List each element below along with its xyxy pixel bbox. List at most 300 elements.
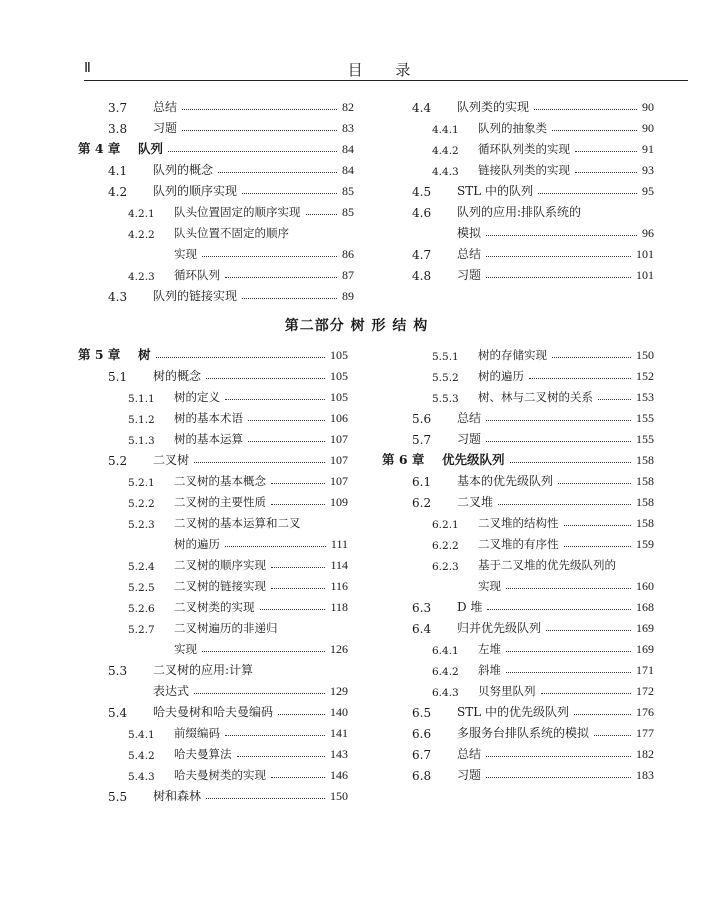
toc-entry[interactable]: [382, 468, 654, 489]
toc-entry-title: 二叉堆: [457, 495, 494, 509]
toc-entry-number: 4.2: [108, 185, 128, 199]
page-title: 目 录: [347, 61, 425, 79]
toc-entry-title: 模拟: [457, 226, 482, 240]
toc-entry-title: 哈夫曼树类的实现: [174, 768, 266, 782]
toc-entry-page: 141: [330, 726, 348, 740]
dot-leader: [575, 171, 637, 173]
toc-entry[interactable]: [382, 720, 654, 741]
dot-leader: [225, 398, 325, 400]
dot-leader: [575, 150, 637, 152]
toc-entry[interactable]: [78, 405, 348, 426]
toc-entry[interactable]: [78, 283, 354, 304]
toc-entry[interactable]: [78, 199, 354, 220]
toc-entry[interactable]: [78, 220, 354, 241]
dot-leader: [598, 398, 631, 400]
dot-leader: [498, 503, 631, 505]
toc-entry[interactable]: [382, 115, 654, 136]
dot-leader: [538, 192, 637, 194]
toc-entry-page: 168: [636, 600, 654, 614]
toc-entry[interactable]: [382, 573, 654, 594]
dot-leader: [486, 255, 631, 257]
dot-leader: [564, 545, 632, 547]
dot-leader: [194, 692, 325, 694]
toc-entry[interactable]: [382, 342, 654, 363]
dot-leader: [271, 482, 325, 484]
dot-leader: [248, 419, 325, 421]
toc-entry-number: 第 6 章: [382, 452, 425, 467]
toc-entry-page: 109: [330, 495, 348, 509]
toc-entry[interactable]: [78, 636, 348, 657]
toc-entry[interactable]: [382, 363, 654, 384]
dot-leader: [552, 129, 637, 131]
toc-entry-number: 5.2.1: [128, 477, 155, 489]
toc-entry-number: 5.4.1: [128, 729, 155, 741]
toc-entry-number: 6.5: [412, 706, 432, 720]
toc-entry[interactable]: [382, 199, 654, 220]
toc-entry[interactable]: [382, 262, 654, 283]
toc-entry-number: 5.1.1: [128, 393, 155, 405]
toc-entry-title: 优先级队列: [442, 452, 505, 467]
toc-entry[interactable]: [78, 241, 354, 262]
dot-leader: [534, 108, 637, 110]
toc-entry[interactable]: [78, 94, 354, 115]
toc-entry-number: 6.4: [412, 622, 432, 636]
dot-leader: [486, 276, 631, 278]
dot-leader: [486, 440, 631, 442]
toc-entry-number: 5.5.2: [432, 372, 459, 384]
toc-entry-number: 5.1: [108, 370, 128, 384]
toc-entry[interactable]: [78, 657, 348, 678]
toc-entry-number: 6.2.2: [432, 540, 459, 552]
toc-entry-number: 5.2.5: [128, 582, 155, 594]
toc-entry-title: 二叉树的顺序实现: [174, 558, 266, 572]
toc-entry-title: 哈夫曼树和哈夫曼编码: [153, 705, 274, 719]
toc-entry-title: 二叉树: [153, 453, 190, 467]
toc-entry-title: 队列: [138, 141, 164, 156]
toc-entry-title: 斜堆: [478, 663, 501, 677]
dot-leader: [242, 192, 337, 194]
toc-entry-page: 158: [636, 474, 654, 488]
toc-entry-number: 5.2.2: [128, 498, 155, 510]
toc-entry-page: 172: [636, 684, 654, 698]
dot-leader: [271, 776, 325, 778]
toc-entry-title: 习题: [153, 121, 178, 135]
toc-entry-page: 169: [636, 621, 654, 635]
dot-leader: [506, 587, 631, 589]
dot-leader: [278, 713, 325, 715]
toc-entry-title: 二叉堆的有序性: [478, 537, 559, 551]
dot-leader: [506, 671, 631, 673]
toc-entry[interactable]: [78, 594, 348, 615]
dot-leader: [206, 797, 325, 799]
dot-leader: [594, 734, 631, 736]
toc-entry-page: 176: [636, 705, 654, 719]
toc-entry[interactable]: [78, 510, 348, 531]
toc-entry-number: 4.2.1: [128, 208, 155, 220]
dot-leader: [546, 629, 631, 631]
toc-entry-number: 6.6: [412, 727, 432, 741]
dot-leader: [260, 608, 326, 610]
toc-entry[interactable]: [382, 762, 654, 783]
toc-entry-title: 基本的优先级队列: [457, 474, 554, 488]
toc-entry[interactable]: [382, 741, 654, 762]
toc-entry-title: 树: [138, 347, 151, 362]
toc-entry-number: 4.4.2: [432, 145, 459, 157]
toc-entry[interactable]: [382, 241, 654, 262]
toc-entry-title: 队头位置固定的顺序实现: [174, 205, 301, 219]
toc-entry[interactable]: [78, 447, 348, 468]
toc-entry-title: 习题: [457, 268, 482, 282]
toc-entry-title: 队列的抽象类: [478, 121, 547, 135]
toc-entry-page: 143: [330, 747, 348, 761]
toc-entry-number: 5.1.2: [128, 414, 155, 426]
toc-entry-page: 85: [342, 205, 354, 219]
dot-leader: [271, 587, 325, 589]
toc-entry-number: 4.4.1: [432, 124, 459, 136]
toc-entry-page: 160: [636, 579, 654, 593]
toc-entry-number: 4.6: [412, 206, 432, 220]
toc-entry-title: 队头位置不固定的顺序: [174, 226, 289, 240]
toc-entry[interactable]: [382, 636, 654, 657]
toc-column-top-left: [78, 94, 354, 304]
toc-entry-number: 4.5: [412, 185, 432, 199]
toc-entry-title: 实现: [174, 642, 197, 656]
toc-entry-page: 169: [636, 642, 654, 656]
toc-entry-title: 贝努里队列: [478, 684, 536, 698]
toc-entry[interactable]: [78, 699, 348, 720]
toc-entry[interactable]: [382, 405, 654, 426]
toc-entry-title: 二叉树的基本概念: [174, 474, 266, 488]
toc-entry[interactable]: [78, 573, 348, 594]
toc-entry-number: 5.4.3: [128, 771, 155, 783]
toc-entry-page: 90: [642, 121, 654, 135]
toc-entry-page: 93: [642, 163, 654, 177]
toc-entry[interactable]: [382, 615, 654, 636]
toc-entry[interactable]: [382, 531, 654, 552]
toc-entry-title: 二叉树的主要性质: [174, 495, 266, 509]
page-header: [84, 58, 688, 81]
toc-entry-number: 第 4 章: [78, 141, 121, 156]
toc-entry[interactable]: [78, 426, 348, 447]
toc-entry-number: 6.1: [412, 475, 432, 489]
dot-leader: [541, 692, 632, 694]
toc-entry-title: 左堆: [478, 642, 501, 656]
toc-entry-number: 5.5.1: [432, 351, 459, 363]
toc-entry-page: 155: [636, 432, 654, 446]
toc-entry-page: 105: [330, 369, 348, 383]
toc-entry-number: 6.4.2: [432, 666, 459, 678]
toc-entry-title: 树的存储实现: [478, 348, 547, 362]
toc-entry-title: 总结: [457, 247, 482, 261]
toc-entry-title: 习题: [457, 768, 482, 782]
dot-leader: [237, 755, 326, 757]
dot-leader: [486, 776, 631, 778]
toc-entry-number: 3.7: [108, 101, 128, 115]
toc-entry-title: 循环队列: [174, 268, 220, 282]
toc-entry-page: 116: [330, 579, 348, 593]
toc-entry-page: 158: [636, 516, 654, 530]
dot-leader: [529, 377, 631, 379]
toc-entry-page: 101: [636, 268, 654, 282]
toc-entry-page: 107: [330, 474, 348, 488]
toc-entry-number: 5.4: [108, 706, 128, 720]
toc-entry-number: 4.4: [412, 101, 432, 115]
dot-leader: [487, 608, 631, 610]
dot-leader: [486, 234, 637, 236]
toc-entry-page: 171: [636, 663, 654, 677]
dot-leader: [194, 461, 325, 463]
toc-entry-page: 87: [342, 268, 354, 282]
toc-column-top-right: [382, 94, 654, 283]
toc-entry-number: 6.2.1: [432, 519, 459, 531]
toc-entry-number: 5.2.3: [128, 519, 155, 531]
dot-leader: [182, 108, 337, 110]
dot-leader: [225, 734, 325, 736]
toc-column-bottom-right: [382, 342, 654, 783]
toc-entry[interactable]: [78, 741, 348, 762]
toc-entry-page: 91: [642, 142, 654, 156]
toc-entry-page: 105: [330, 348, 348, 362]
toc-entry-page: 159: [636, 537, 654, 551]
toc-entry[interactable]: [382, 678, 654, 699]
toc-entry[interactable]: [78, 384, 348, 405]
toc-entry-page: 155: [636, 411, 654, 425]
toc-entry-title: 多服务台排队系统的模拟: [457, 726, 590, 740]
toc-entry-number: 4.3: [108, 290, 128, 304]
toc-entry-page: 101: [636, 247, 654, 261]
dot-leader: [510, 461, 631, 463]
dot-leader: [486, 419, 631, 421]
toc-entry-title: 树和森林: [153, 789, 202, 803]
toc-entry[interactable]: [78, 783, 348, 804]
toc-entry-title: 队列的链接实现: [153, 289, 238, 303]
toc-chapter-entry[interactable]: [78, 342, 348, 363]
toc-entry-page: 90: [642, 100, 654, 114]
dot-leader: [486, 755, 631, 757]
toc-entry-page: 153: [636, 390, 654, 404]
toc-entry[interactable]: [78, 720, 348, 741]
toc-entry[interactable]: [382, 594, 654, 615]
toc-entry[interactable]: [382, 178, 654, 199]
dot-leader: [564, 524, 632, 526]
toc-entry-title: 二叉树类的实现: [174, 600, 255, 614]
toc-entry-number: 4.7: [412, 248, 432, 262]
toc-entry-page: 114: [330, 558, 348, 572]
dot-leader: [206, 377, 325, 379]
toc-entry-page: 152: [636, 369, 654, 383]
toc-entry[interactable]: [382, 657, 654, 678]
toc-entry-title: 树的基本术语: [174, 411, 243, 425]
toc-entry-title: 树的遍历: [478, 369, 524, 383]
toc-entry[interactable]: [382, 552, 654, 573]
toc-entry-number: 6.2: [412, 496, 432, 510]
toc-entry-number: 5.3: [108, 664, 128, 678]
toc-entry[interactable]: [78, 115, 354, 136]
toc-entry[interactable]: [78, 157, 354, 178]
toc-entry-page: 105: [330, 390, 348, 404]
toc-entry-title: 树的概念: [153, 369, 202, 383]
toc-entry[interactable]: [382, 510, 654, 531]
toc-entry[interactable]: [78, 363, 348, 384]
toc-entry-title: 二叉堆的结构性: [478, 516, 559, 530]
toc-entry-number: 4.2.2: [128, 229, 155, 241]
toc-entry-page: 129: [330, 684, 348, 698]
toc-chapter-entry[interactable]: [78, 136, 354, 157]
toc-entry-title: 树、林与二叉树的关系: [478, 390, 593, 404]
toc-entry-number: 5.6: [412, 412, 432, 426]
toc-entry-page: 150: [636, 348, 654, 362]
toc-entry-number: 4.4.3: [432, 166, 459, 178]
dot-leader: [506, 650, 631, 652]
toc-entry[interactable]: [382, 489, 654, 510]
toc-entry-page: 107: [330, 453, 348, 467]
toc-entry-number: 5.5.3: [432, 393, 459, 405]
toc-entry-title: 二叉树遍历的非递归: [174, 621, 278, 635]
dot-leader: [168, 150, 337, 152]
toc-entry[interactable]: [78, 178, 354, 199]
toc-entry-title: 归并优先级队列: [457, 621, 542, 635]
dot-leader: [271, 503, 325, 505]
toc-entry-number: 5.2.7: [128, 624, 155, 636]
toc-entry-number: 5.2.6: [128, 603, 155, 615]
toc-entry-title: 队列的概念: [153, 163, 214, 177]
dot-leader: [225, 276, 337, 278]
toc-entry-number: 5.5: [108, 790, 128, 804]
toc-entry[interactable]: [78, 552, 348, 573]
toc-entry-number: 4.2.3: [128, 271, 155, 283]
toc-entry-number: 4.1: [108, 164, 128, 178]
toc-entry-title: 表达式: [153, 684, 190, 698]
toc-entry-title: 队列类的实现: [457, 100, 530, 114]
toc-entry-number: 5.4.2: [128, 750, 155, 762]
toc-entry-title: 树的基本运算: [174, 432, 243, 446]
toc-entry-title: 实现: [174, 247, 197, 261]
toc-entry[interactable]: [78, 615, 348, 636]
toc-entry-page: 126: [330, 642, 348, 656]
toc-entry-title: 总结: [457, 411, 482, 425]
dot-leader: [202, 255, 337, 257]
dot-leader: [558, 482, 631, 484]
toc-entry-page: 182: [636, 747, 654, 761]
toc-column-bottom-left: [78, 342, 348, 804]
toc-entry[interactable]: [382, 157, 654, 178]
toc-entry[interactable]: [382, 220, 654, 241]
toc-entry-page: 106: [330, 411, 348, 425]
toc-entry-title: 树的定义: [174, 390, 220, 404]
toc-entry-number: 6.8: [412, 769, 432, 783]
dot-leader: [182, 129, 337, 131]
toc-entry-number: 6.7: [412, 748, 432, 762]
toc-entry[interactable]: [78, 262, 354, 283]
toc-entry-number: 6.2.3: [432, 561, 459, 573]
toc-entry-page: 158: [636, 453, 654, 467]
toc-entry-title: 实现: [478, 579, 501, 593]
toc-entry-number: 4.8: [412, 269, 432, 283]
toc-entry-title: 总结: [457, 747, 482, 761]
toc-entry-title: 哈夫曼算法: [174, 747, 232, 761]
toc-entry-page: 82: [342, 100, 354, 114]
dot-leader: [242, 297, 337, 299]
toc-entry-page: 111: [330, 537, 348, 551]
toc-entry-title: 树的遍历: [174, 537, 220, 551]
toc-entry-title: 队列的应用:排队系统的: [457, 205, 582, 219]
dot-leader: [218, 171, 337, 173]
toc-entry-title: 链接队列类的实现: [478, 163, 570, 177]
part-heading: 第二部分 树 形 结 构: [284, 318, 429, 334]
toc-entry-title: STL 中的队列: [457, 184, 534, 198]
toc-entry[interactable]: [78, 468, 348, 489]
toc-entry-page: 96: [642, 226, 654, 240]
toc-entry[interactable]: [78, 531, 348, 552]
toc-entry-number: 5.2: [108, 454, 128, 468]
toc-entry[interactable]: [382, 384, 654, 405]
toc-entry-number: 6.3: [412, 601, 432, 615]
dot-leader: [552, 356, 631, 358]
toc-entry-title: 队列的顺序实现: [153, 184, 238, 198]
toc-entry-title: STL 中的优先级队列: [457, 705, 570, 719]
toc-entry-number: 6.4.1: [432, 645, 459, 657]
toc-entry-number: 5.1.3: [128, 435, 155, 447]
dot-leader: [202, 650, 325, 652]
toc-entry-number: 5.2.4: [128, 561, 155, 573]
toc-entry-number: 5.7: [412, 433, 432, 447]
dot-leader: [306, 213, 338, 215]
dot-leader: [574, 713, 631, 715]
toc-entry-page: 146: [330, 768, 348, 782]
toc-entry-title: 前缀编码: [174, 726, 220, 740]
toc-entry-page: 84: [342, 163, 354, 177]
toc-entry-title: 习题: [457, 432, 482, 446]
toc-entry-title: 基于二叉堆的优先级队列的: [478, 558, 616, 572]
toc-entry-page: 95: [642, 184, 654, 198]
dot-leader: [271, 566, 325, 568]
dot-leader: [248, 440, 325, 442]
toc-entry-title: D 堆: [457, 600, 483, 614]
toc-entry-number: 第 5 章: [78, 347, 121, 362]
toc-entry-page: 83: [342, 121, 354, 135]
toc-entry[interactable]: [382, 94, 654, 115]
dot-leader: [156, 356, 325, 358]
toc-entry-page: 84: [342, 142, 354, 156]
toc-chapter-entry[interactable]: [382, 447, 654, 468]
toc-entry-title: 二叉树的基本运算和二叉: [174, 516, 301, 530]
toc-entry-page: 150: [330, 789, 348, 803]
toc-entry[interactable]: [78, 678, 348, 699]
dot-leader: [225, 545, 326, 547]
toc-entry-page: 183: [636, 768, 654, 782]
toc-entry[interactable]: [382, 699, 654, 720]
page-number: Ⅱ: [84, 61, 91, 76]
toc-entry-title: 二叉树的应用:计算: [153, 663, 254, 677]
toc-entry-page: 177: [636, 726, 654, 740]
toc-entry[interactable]: [382, 426, 654, 447]
toc-entry-number: 6.4.3: [432, 687, 459, 699]
toc-entry-page: 140: [330, 705, 348, 719]
toc-entry-page: 107: [330, 432, 348, 446]
toc-entry-number: 3.8: [108, 122, 128, 136]
toc-entry[interactable]: [382, 136, 654, 157]
toc-entry-page: 86: [342, 247, 354, 261]
toc-entry-page: 89: [342, 289, 354, 303]
toc-entry-title: 二叉树的链接实现: [174, 579, 266, 593]
toc-entry-page: 85: [342, 184, 354, 198]
toc-entry-page: 158: [636, 495, 654, 509]
toc-entry-page: 118: [330, 600, 348, 614]
toc-entry[interactable]: [78, 762, 348, 783]
toc-entry[interactable]: [78, 489, 348, 510]
toc-entry-title: 总结: [153, 100, 178, 114]
toc-entry-title: 循环队列类的实现: [478, 142, 570, 156]
